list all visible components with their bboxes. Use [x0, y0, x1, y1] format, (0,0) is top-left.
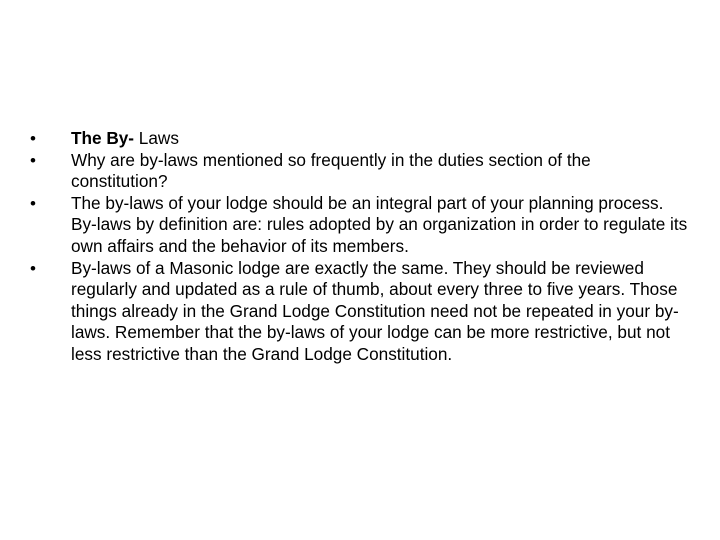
bullet-text: By-laws of a Masonic lodge are exactly the same. They should be reviewed regularly and updated as a rule of thumb, about every three to five years. Those things already in the Grand Lodge Constitution need not be repeated in your by-laws. Remember that the by-laws of your lodge can be more restrictive, but not less restrictive than the Grand Lodge Constitution.	[71, 257, 679, 364]
bullet-title-bold: The By-	[71, 128, 135, 148]
bullet-list	[30, 128, 690, 366]
bullet-text: The by-laws of your lodge should be an integral part of your planning process. By-laws by definition are: rules adopted by an organization in order to regulate its own affairs and the behavior of its members.	[71, 192, 688, 256]
bullet-dot: •	[30, 258, 36, 278]
bullet-item-question	[30, 150, 690, 193]
bullet-dot: •	[30, 150, 36, 170]
bullet-dot: •	[30, 193, 36, 213]
bullet-title-rest: Laws	[134, 128, 179, 148]
bullet-item-masonic	[30, 258, 690, 366]
bullet-item-title	[30, 128, 690, 150]
bullet-dot: •	[30, 129, 36, 148]
bullet-item-definition	[30, 193, 690, 258]
bullet-text: Why are by-laws mentioned so frequently in the duties section of the constitution?	[71, 149, 591, 192]
